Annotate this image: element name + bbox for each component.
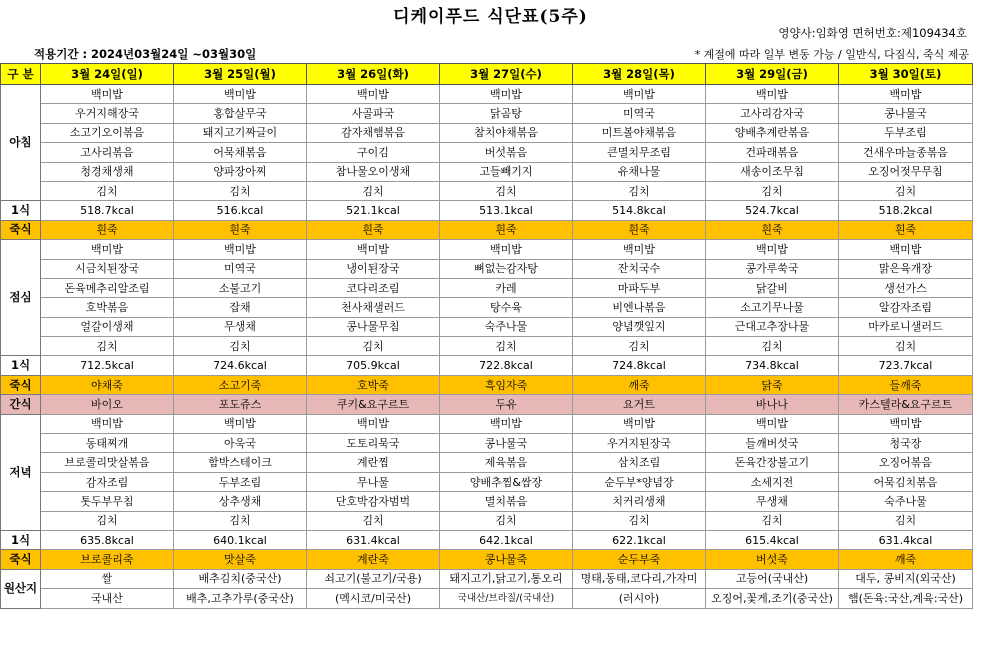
menu-cell: 닭곰탕 — [440, 104, 573, 123]
menu-cell: 소세지전 — [706, 472, 839, 491]
menu-cell: 잡채 — [174, 298, 307, 317]
snack-cell: 포도쥬스 — [174, 395, 307, 414]
porridge-cell: 흰죽 — [307, 220, 440, 239]
menu-cell: 구이김 — [307, 143, 440, 162]
menu-cell: 콩나물무침 — [307, 317, 440, 336]
menu-cell: 백미밥 — [41, 414, 174, 433]
porridge-cell: 흰죽 — [41, 220, 174, 239]
menu-cell: 잔치국수 — [573, 259, 706, 278]
menu-cell: 백미밥 — [706, 240, 839, 259]
kcal-cell: 622.1kcal — [573, 530, 706, 549]
menu-cell: 백미밥 — [440, 85, 573, 104]
kcal-cell: 518.7kcal — [41, 201, 174, 220]
menu-cell: 김치 — [440, 337, 573, 356]
menu-cell: 들깨버섯국 — [706, 434, 839, 453]
dinner-row — [1, 414, 973, 433]
menu-cell: 김치 — [41, 511, 174, 530]
kcal-label: 1식 — [1, 530, 41, 549]
kcal-label: 1식 — [1, 356, 41, 375]
menu-cell: 참나물오이생채 — [307, 162, 440, 181]
dinner-row — [1, 511, 973, 530]
menu-cell: 백미밥 — [307, 85, 440, 104]
dinner-row — [1, 434, 973, 453]
menu-cell: 홍합살무국 — [174, 104, 307, 123]
lunch-row — [1, 278, 973, 297]
snack-cell: 요거트 — [573, 395, 706, 414]
porridge-cell: 닭죽 — [706, 375, 839, 394]
dietitian-info: 영양사:임화영 면허번호:제109434호 — [778, 26, 967, 40]
dinner-row — [1, 472, 973, 491]
menu-cell: 백미밥 — [174, 85, 307, 104]
kcal-cell: 723.7kcal — [839, 356, 973, 375]
day-header: 3월 28일(목) — [573, 64, 706, 85]
lunch-row — [1, 298, 973, 317]
menu-cell: 알감자조림 — [839, 298, 973, 317]
breakfast-label: 아침 — [1, 85, 41, 201]
origin-cell: 배추,고추가루(중국산) — [174, 589, 307, 608]
breakfast-row — [1, 123, 973, 142]
menu-cell: 감자조림 — [41, 472, 174, 491]
porridge-cell: 흰죽 — [174, 220, 307, 239]
menu-cell: 비엔나볶음 — [573, 298, 706, 317]
menu-cell: 동태찌개 — [41, 434, 174, 453]
menu-cell: 김치 — [706, 181, 839, 200]
kcal-label: 1식 — [1, 201, 41, 220]
lunch-row — [1, 240, 973, 259]
kcal-cell: 635.8kcal — [41, 530, 174, 549]
origin-cell: 쌀 — [41, 569, 174, 588]
kcal-cell: 524.7kcal — [706, 201, 839, 220]
menu-cell: 김치 — [440, 181, 573, 200]
menu-cell: 맑은육개장 — [839, 259, 973, 278]
menu-cell: 두부조림 — [174, 472, 307, 491]
origin-cell: 햄(돈육:국산,계육:국산) — [839, 589, 973, 608]
menu-cell: 새송이조무침 — [706, 162, 839, 181]
menu-cell: 청경채생채 — [41, 162, 174, 181]
menu-cell: 코다리조림 — [307, 278, 440, 297]
snack-row — [1, 395, 973, 414]
menu-cell: 고사리볶음 — [41, 143, 174, 162]
menu-cell: 참치야채볶음 — [440, 123, 573, 142]
menu-cell: 백미밥 — [174, 240, 307, 259]
origin-label: 원산지 — [1, 569, 41, 608]
origin-cell: 국내산/브라질/(국내산) — [440, 589, 573, 608]
menu-cell: 김치 — [174, 181, 307, 200]
menu-cell: 백미밥 — [839, 85, 973, 104]
menu-cell: 마파두부 — [573, 278, 706, 297]
menu-cell: 김치 — [706, 337, 839, 356]
porridge-cell: 호박죽 — [307, 375, 440, 394]
menu-cell: 김치 — [41, 337, 174, 356]
menu-cell: 콩나물국 — [839, 104, 973, 123]
menu-cell: 콩나물국 — [440, 434, 573, 453]
menu-cell: 상추생채 — [174, 492, 307, 511]
menu-cell: 김치 — [573, 337, 706, 356]
menu-cell: 닭갈비 — [706, 278, 839, 297]
menu-cell: 백미밥 — [41, 240, 174, 259]
menu-cell: 시금치된장국 — [41, 259, 174, 278]
porridge-cell: 흑임자죽 — [440, 375, 573, 394]
menu-cell: 백미밥 — [706, 85, 839, 104]
menu-cell: 함박스테이크 — [174, 453, 307, 472]
page-title: 디케이푸드 식단표(5주) — [393, 7, 588, 27]
menu-cell: 양배추계란볶음 — [706, 123, 839, 142]
menu-cell: 건새우마늘종볶음 — [839, 143, 973, 162]
menu-cell: 양념깻잎지 — [573, 317, 706, 336]
menu-cell: 사골파국 — [307, 104, 440, 123]
menu-table — [0, 63, 973, 609]
snack-cell: 쿠키&요구르트 — [307, 395, 440, 414]
porridge-cell: 흰죽 — [839, 220, 973, 239]
menu-cell: 백미밥 — [307, 414, 440, 433]
lunch-label: 점심 — [1, 240, 41, 356]
menu-cell: 고들빼기지 — [440, 162, 573, 181]
menu-cell: 소고기무나물 — [706, 298, 839, 317]
menu-cell: 미역국 — [573, 104, 706, 123]
menu-cell: 단호박감자범벅 — [307, 492, 440, 511]
menu-cell: 김치 — [706, 511, 839, 530]
kcal-cell: 724.6kcal — [174, 356, 307, 375]
menu-cell: 도토리묵국 — [307, 434, 440, 453]
menu-cell: 얼갈이생채 — [41, 317, 174, 336]
porridge-cell: 소고기죽 — [174, 375, 307, 394]
menu-cell: 백미밥 — [307, 240, 440, 259]
origin-cell: (러시아) — [573, 589, 706, 608]
menu-cell: 김치 — [307, 337, 440, 356]
menu-cell: 김치 — [174, 511, 307, 530]
note-text: * 계절에 따라 일부 변동 가능 / 일반식, 다짐식, 죽식 제공 — [694, 48, 969, 61]
menu-cell: 브로콜리맛살볶음 — [41, 453, 174, 472]
snack-label: 간식 — [1, 395, 41, 414]
menu-cell: 백미밥 — [573, 85, 706, 104]
porridge-cell: 깨죽 — [839, 550, 973, 569]
menu-cell: 청국장 — [839, 434, 973, 453]
menu-cell: 계란찜 — [307, 453, 440, 472]
origin-cell: 대두, 콩비지(외국산) — [839, 569, 973, 588]
menu-cell: 김치 — [174, 337, 307, 356]
menu-cell: 냉이된장국 — [307, 259, 440, 278]
menu-cell: 김치 — [839, 337, 973, 356]
day-header: 3월 25일(월) — [174, 64, 307, 85]
menu-cell: 숙주나물 — [839, 492, 973, 511]
menu-cell: 콩가루쑥국 — [706, 259, 839, 278]
menu-cell: 소불고기 — [174, 278, 307, 297]
kcal-cell: 513.1kcal — [440, 201, 573, 220]
menu-cell: 톳두부무침 — [41, 492, 174, 511]
porridge-cell: 브로콜리죽 — [41, 550, 174, 569]
breakfast-porridge-row — [1, 220, 973, 239]
porridge-cell: 콩나물죽 — [440, 550, 573, 569]
origin-cell: 돼지고기,닭고기,통오리 — [440, 569, 573, 588]
dinner-porridge-row — [1, 550, 973, 569]
menu-cell: 무생채 — [706, 492, 839, 511]
header-row — [1, 64, 973, 85]
snack-cell: 카스텔라&요구르트 — [839, 395, 973, 414]
menu-cell: 두부조림 — [839, 123, 973, 142]
porridge-cell: 계란죽 — [307, 550, 440, 569]
menu-cell: 치커리생채 — [573, 492, 706, 511]
dinner-row — [1, 492, 973, 511]
menu-cell: 감자채햄볶음 — [307, 123, 440, 142]
porridge-cell: 버섯죽 — [706, 550, 839, 569]
porridge-cell: 흰죽 — [440, 220, 573, 239]
menu-cell: 소고기오이볶음 — [41, 123, 174, 142]
porridge-label: 죽식 — [1, 550, 41, 569]
menu-cell: 제육볶음 — [440, 453, 573, 472]
breakfast-row — [1, 162, 973, 181]
menu-cell: 백미밥 — [839, 240, 973, 259]
porridge-label: 죽식 — [1, 220, 41, 239]
day-header: 3월 27일(수) — [440, 64, 573, 85]
menu-cell: 김치 — [307, 511, 440, 530]
kcal-cell: 615.4kcal — [706, 530, 839, 549]
menu-cell: 양파장아찌 — [174, 162, 307, 181]
menu-cell: 백미밥 — [839, 414, 973, 433]
menu-cell: 고사리감자국 — [706, 104, 839, 123]
menu-cell: 백미밥 — [440, 414, 573, 433]
menu-cell: 오징어젓무무침 — [839, 162, 973, 181]
menu-cell: 무나물 — [307, 472, 440, 491]
menu-cell: 미트볼야채볶음 — [573, 123, 706, 142]
lunch-porridge-row — [1, 375, 973, 394]
kcal-cell: 724.8kcal — [573, 356, 706, 375]
menu-cell: 어묵채볶음 — [174, 143, 307, 162]
period-text: 적용기간 : 2024년03월24일 ~03월30일 — [34, 47, 257, 61]
day-header: 3월 29일(금) — [706, 64, 839, 85]
lunch-row — [1, 337, 973, 356]
porridge-cell: 맛살죽 — [174, 550, 307, 569]
menu-cell: 우거지된장국 — [573, 434, 706, 453]
snack-cell: 바나나 — [706, 395, 839, 414]
menu-cell: 숙주나물 — [440, 317, 573, 336]
snack-cell: 바이오 — [41, 395, 174, 414]
porridge-cell: 흰죽 — [706, 220, 839, 239]
day-header: 3월 26일(화) — [307, 64, 440, 85]
kcal-cell: 631.4kcal — [307, 530, 440, 549]
menu-cell: 김치 — [41, 181, 174, 200]
kcal-cell: 640.1kcal — [174, 530, 307, 549]
origin-cell: 오징어,꽃게,조기(중국산) — [706, 589, 839, 608]
menu-cell: 김치 — [839, 511, 973, 530]
snack-cell: 두유 — [440, 395, 573, 414]
menu-cell: 백미밥 — [174, 414, 307, 433]
breakfast-row — [1, 85, 973, 104]
kcal-cell: 705.9kcal — [307, 356, 440, 375]
menu-cell: 돼지고기짜글이 — [174, 123, 307, 142]
lunch-row — [1, 317, 973, 336]
origin-row — [1, 589, 973, 608]
breakfast-row — [1, 104, 973, 123]
dinner-label: 저녁 — [1, 414, 41, 530]
breakfast-row — [1, 181, 973, 200]
menu-cell: 큰멸치무조림 — [573, 143, 706, 162]
porridge-label: 죽식 — [1, 375, 41, 394]
origin-cell: 고등어(국내산) — [706, 569, 839, 588]
menu-cell: 건파래볶음 — [706, 143, 839, 162]
menu-cell: 탕수육 — [440, 298, 573, 317]
menu-cell: 백미밥 — [440, 240, 573, 259]
header-label: 구 분 — [1, 64, 41, 85]
kcal-cell: 734.8kcal — [706, 356, 839, 375]
menu-cell: 양배추찜&쌈장 — [440, 472, 573, 491]
menu-cell: 순두부*양념장 — [573, 472, 706, 491]
lunch-row — [1, 259, 973, 278]
menu-cell: 백미밥 — [41, 85, 174, 104]
porridge-cell: 야채죽 — [41, 375, 174, 394]
origin-row — [1, 569, 973, 588]
menu-cell: 아욱국 — [174, 434, 307, 453]
menu-cell: 백미밥 — [706, 414, 839, 433]
menu-cell: 삼치조림 — [573, 453, 706, 472]
menu-cell: 카레 — [440, 278, 573, 297]
origin-cell: 배추김치(중국산) — [174, 569, 307, 588]
menu-cell: 생선가스 — [839, 278, 973, 297]
day-header: 3월 30일(토) — [839, 64, 973, 85]
origin-cell: 국내산 — [41, 589, 174, 608]
menu-cell: 어묵김치볶음 — [839, 472, 973, 491]
menu-cell: 버섯볶음 — [440, 143, 573, 162]
menu-cell: 유채나물 — [573, 162, 706, 181]
lunch-kcal-row — [1, 356, 973, 375]
menu-cell: 무생채 — [174, 317, 307, 336]
dinner-kcal-row — [1, 530, 973, 549]
origin-cell: (멕시코/미국산) — [307, 589, 440, 608]
kcal-cell: 518.2kcal — [839, 201, 973, 220]
kcal-cell: 712.5kcal — [41, 356, 174, 375]
menu-cell: 오징어볶음 — [839, 453, 973, 472]
menu-cell: 백미밥 — [573, 240, 706, 259]
kcal-cell: 516.kcal — [174, 201, 307, 220]
breakfast-kcal-row — [1, 201, 973, 220]
kcal-cell: 521.1kcal — [307, 201, 440, 220]
menu-cell: 김치 — [839, 181, 973, 200]
menu-cell: 우거지해장국 — [41, 104, 174, 123]
menu-cell: 김치 — [440, 511, 573, 530]
origin-cell: 쇠고기(불고기/국용) — [307, 569, 440, 588]
menu-cell: 김치 — [307, 181, 440, 200]
porridge-cell: 들깨죽 — [839, 375, 973, 394]
menu-cell: 김치 — [573, 511, 706, 530]
dinner-row — [1, 453, 973, 472]
menu-cell: 김치 — [573, 181, 706, 200]
menu-cell: 호박볶음 — [41, 298, 174, 317]
menu-cell: 뼈없는감자탕 — [440, 259, 573, 278]
kcal-cell: 722.8kcal — [440, 356, 573, 375]
breakfast-row — [1, 143, 973, 162]
porridge-cell: 흰죽 — [573, 220, 706, 239]
menu-cell: 백미밥 — [573, 414, 706, 433]
menu-cell: 근대고추장나물 — [706, 317, 839, 336]
menu-cell: 멸치볶음 — [440, 492, 573, 511]
menu-cell: 천사채샐러드 — [307, 298, 440, 317]
origin-cell: 명태,동태,코다리,가자미 — [573, 569, 706, 588]
porridge-cell: 순두부죽 — [573, 550, 706, 569]
kcal-cell: 631.4kcal — [839, 530, 973, 549]
menu-cell: 미역국 — [174, 259, 307, 278]
kcal-cell: 514.8kcal — [573, 201, 706, 220]
day-header: 3월 24일(일) — [41, 64, 174, 85]
kcal-cell: 642.1kcal — [440, 530, 573, 549]
porridge-cell: 깨죽 — [573, 375, 706, 394]
menu-cell: 돈육메추리알조림 — [41, 278, 174, 297]
menu-cell: 마카로니샐러드 — [839, 317, 973, 336]
menu-cell: 돈육간장불고기 — [706, 453, 839, 472]
